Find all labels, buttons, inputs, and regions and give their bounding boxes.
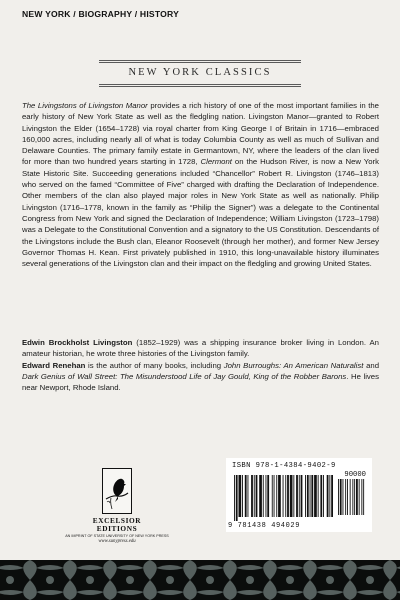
price-code: 90000: [344, 471, 366, 479]
publisher-name: EXCELSIOR: [92, 516, 142, 525]
editor-book: Dark Genius of Wall Street: The Misunderstood Life of Jay Gould, King of the Robber Barons: [22, 371, 347, 381]
banner-rule: [99, 84, 301, 85]
decorative-pattern-band: [0, 560, 400, 600]
category-line: NEW YORK / BIOGRAPHY / HISTORY: [22, 9, 180, 19]
editor-bio: and: [363, 360, 379, 370]
author-bio: (1852–1929) was a shipping insurance broker living in London. An amateur historian, he wrote three histories of the Livingston family.: [22, 338, 379, 359]
isbn-text: ISBN 978-1-4384-9402-9: [232, 462, 336, 470]
author-name: Edwin Brockholst Livingston: [22, 338, 133, 347]
damask-pattern: [0, 560, 400, 600]
contributor-bios: [22, 337, 379, 393]
bird-on-branch-icon: [102, 468, 132, 514]
editor-bio: is the author of many books, including: [85, 360, 224, 370]
banner-rule: [99, 86, 301, 87]
series-name: NEW YORK CLASSICS: [128, 67, 272, 78]
book-description: [22, 100, 379, 269]
description-text: provides a rich history of one of the most important families in the early history of New York State as well as the fledgling nation. Livingston Manor—granted to Robert Livingston the Elder (1654–1728) via royal charter from King George I of Britain in 1716—embraced 160,000 acres, including nearly all of what is today Columbia County as well as much of Sullivan and Delaware Counties. The primary family estate in Germantown, NY, where the leaders of the clan lived for more than two hundred years starting in 1728,: [22, 101, 379, 167]
barcode-bars: [232, 471, 366, 521]
clermont-title: Clermont: [200, 157, 232, 167]
banner-rule: [99, 60, 301, 61]
editor-name: Edward Renehan: [22, 360, 86, 370]
series-banner: [99, 60, 301, 87]
description-text: on the Hudson River, is now a New York State Historic Site. Succeeding generations included “Chancellor” Robert R. Livingston (1746–1813) who served on the famed “Committee of Five” charged with drafting the Declaration of Independence. Other members of the clan also played major roles in New York State as well as nationally. Philip Livingston (1716–1778, known in the family as “Philip the Signer”) was a delegate to the Continental Congress from New York and signed the Declaration of Independence; William Livingston (1723–1798) was a Delegate to the Constitutional Convention and a signatory to the US Constitution. Descendants of the Livingstons include the Bush clan, Eleanor Roosevelt (through her mother), and former New Jersey Governor Thomas H. Kean. First privately published in 1910, this long-unavailable history illuminates several generations of the Livingston clan and their impact on the fledgling and growing United States.: [22, 157, 379, 269]
editor-bio: . He lives near Newport, Rhode Island.: [22, 371, 379, 393]
isbn-barcode: [226, 458, 372, 532]
book-title: The Livingstons of Livingston Manor: [22, 101, 148, 110]
ean-number: 9 781438 494029: [228, 522, 301, 530]
editor-book: John Burroughs: An American Naturalist: [223, 360, 364, 370]
publisher-url: www.sunypress.edu: [98, 539, 136, 544]
publisher-name: EDITIONS: [96, 524, 138, 533]
banner-rule: [99, 62, 301, 63]
publisher-imprint: AN IMPRINT OF STATE UNIVERSITY OF NEW YORK PRESS: [65, 534, 169, 538]
